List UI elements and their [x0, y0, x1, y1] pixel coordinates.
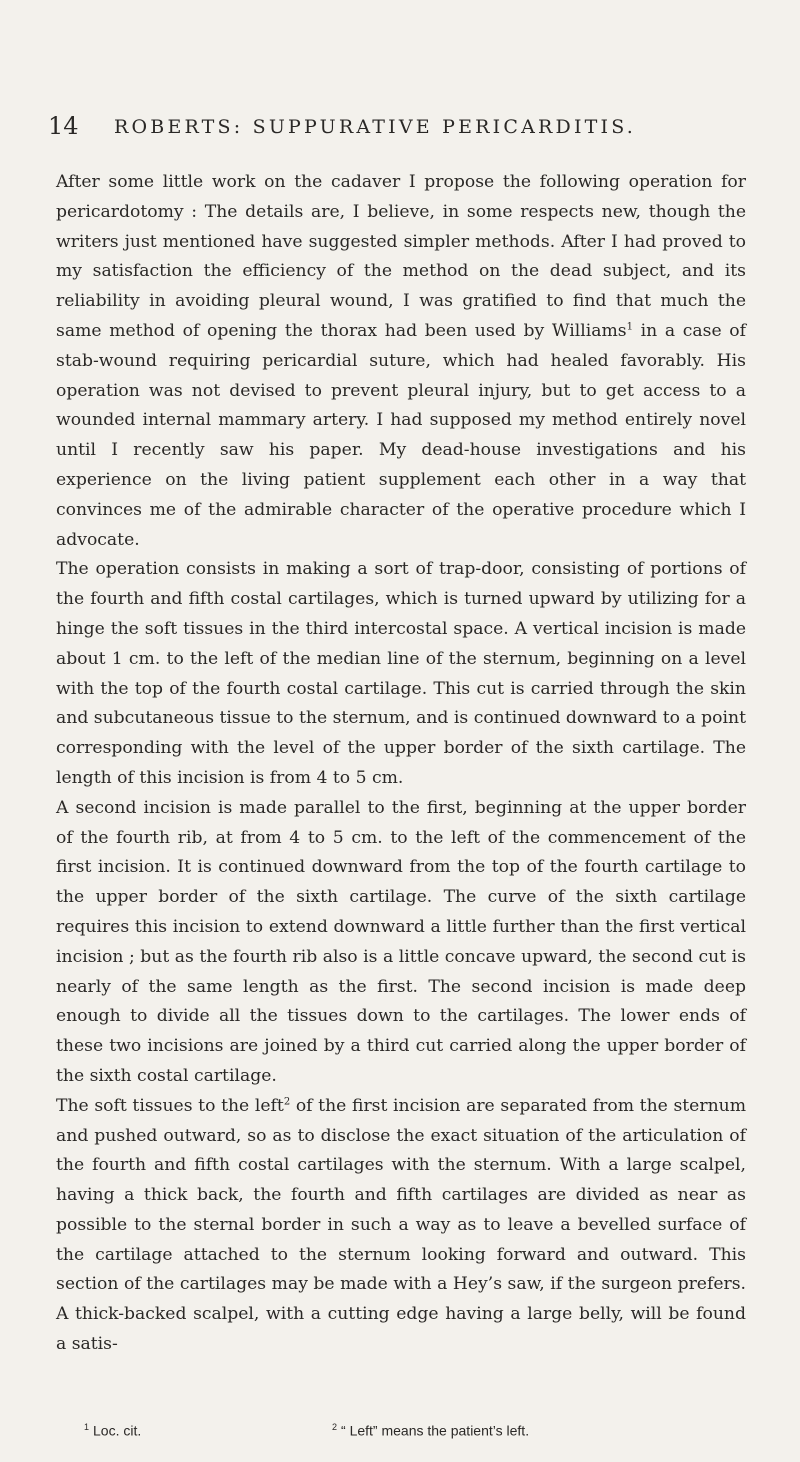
page-number: 14 — [48, 112, 79, 140]
footnote-2-text: “ Left” means the patient’s left. — [341, 1422, 530, 1439]
paragraph-4-text-start: The soft tissues to the left — [56, 1095, 284, 1116]
footnote-2-mark: 2 — [332, 1422, 338, 1432]
footnote-1-mark: 1 — [84, 1422, 90, 1432]
paragraph-4-text-end: of the first incision are separated from the sternum and pushed outward, so as to disclose the exact situation of the articulation of the fourth and fifth costal cartilages with the sternum. With a large scalpel, having a thick back, the fourth and fifth cartilages are divided as near as possible to the sternal border in such a way as to leave a bevelled surface of the cartilage attached to the sternum looking forward and outward. This section of the cartilages may be made with a Hey’s saw, if the surgeon prefers. A thick-backed scalpel, with a cutting edge having a large belly, will be found a satis- — [56, 1095, 747, 1355]
running-title: ROBERTS: SUPPURATIVE PERICARDITIS. — [114, 116, 637, 138]
paragraph-4 — [56, 1092, 746, 1360]
footnote-reference-1: 1 — [626, 321, 633, 333]
page-header — [48, 112, 752, 144]
body-text — [56, 168, 746, 1360]
footnote-reference-2: 2 — [283, 1095, 291, 1107]
paragraph-2: The operation consists in making a sort of trap-door, consisting of portions of the fourth and fifth costal cartilages, which is turned upward by utilizing for a hinge the soft tissues in the third intercostal space. A vertical incision is made about 1 cm. to the left of the median line of the sternum, beginning on a level with the top of the fourth costal cartilage. This cut is carried through the skin and subcutaneous tissue to the sternum, and is continued downward to a point corresponding with the level of the upper border of the sixth cartilage. The length of this incision is from 4 to 5 cm. — [56, 559, 746, 788]
footnote-2 — [332, 1418, 529, 1440]
footnote-1-text: Loc. cit. — [93, 1422, 142, 1439]
footnote-1 — [84, 1418, 141, 1440]
paragraph-3: A second incision is made parallel to the first, beginning at the upper border of the fourth rib, at from 4 to 5 cm. to the left of the commencement of the first incision. It is continued downward from the top of the fourth cartilage to the upper border of the sixth cartilage. The curve of the sixth cartilage requires this incision to extend downward a little further than the first vertical incision ; but as the fourth rib also is a little concave upward, the second cut is nearly of the same length as the first. The second incision is made deep enough to divide all the tissues down to the cartilages. The lower ends of these two incisions are joined by a third cut carried along the upper border of the sixth costal cartilage. — [56, 797, 746, 1086]
paragraph-1-text-start: After some little work on the cadaver I propose the following operation for pericardotomy : The details are, I believe, in some respects new, though the writers just mentioned have suggested simpler methods. After I had proved to my satisfaction the efficiency of the method on the dead subject, and its reliability in avoiding pleural wound, I was gratified to find that much the same method of opening the thorax had been used by Williams — [56, 172, 746, 341]
paragraph-1 — [56, 168, 746, 555]
paragraph-1-text-end: in a case of stab-wound requiring pericardial suture, which had healed favorably. His operation was not devised to prevent pleural injury, but to get access to a wounded internal mammary artery. I had supposed my method entirely novel until I recently saw his paper. My dead-house investigations and his experience on the living patient supplement each other in a way that convinces me of the admirable character of the operative procedure which I advocate. — [56, 320, 746, 550]
